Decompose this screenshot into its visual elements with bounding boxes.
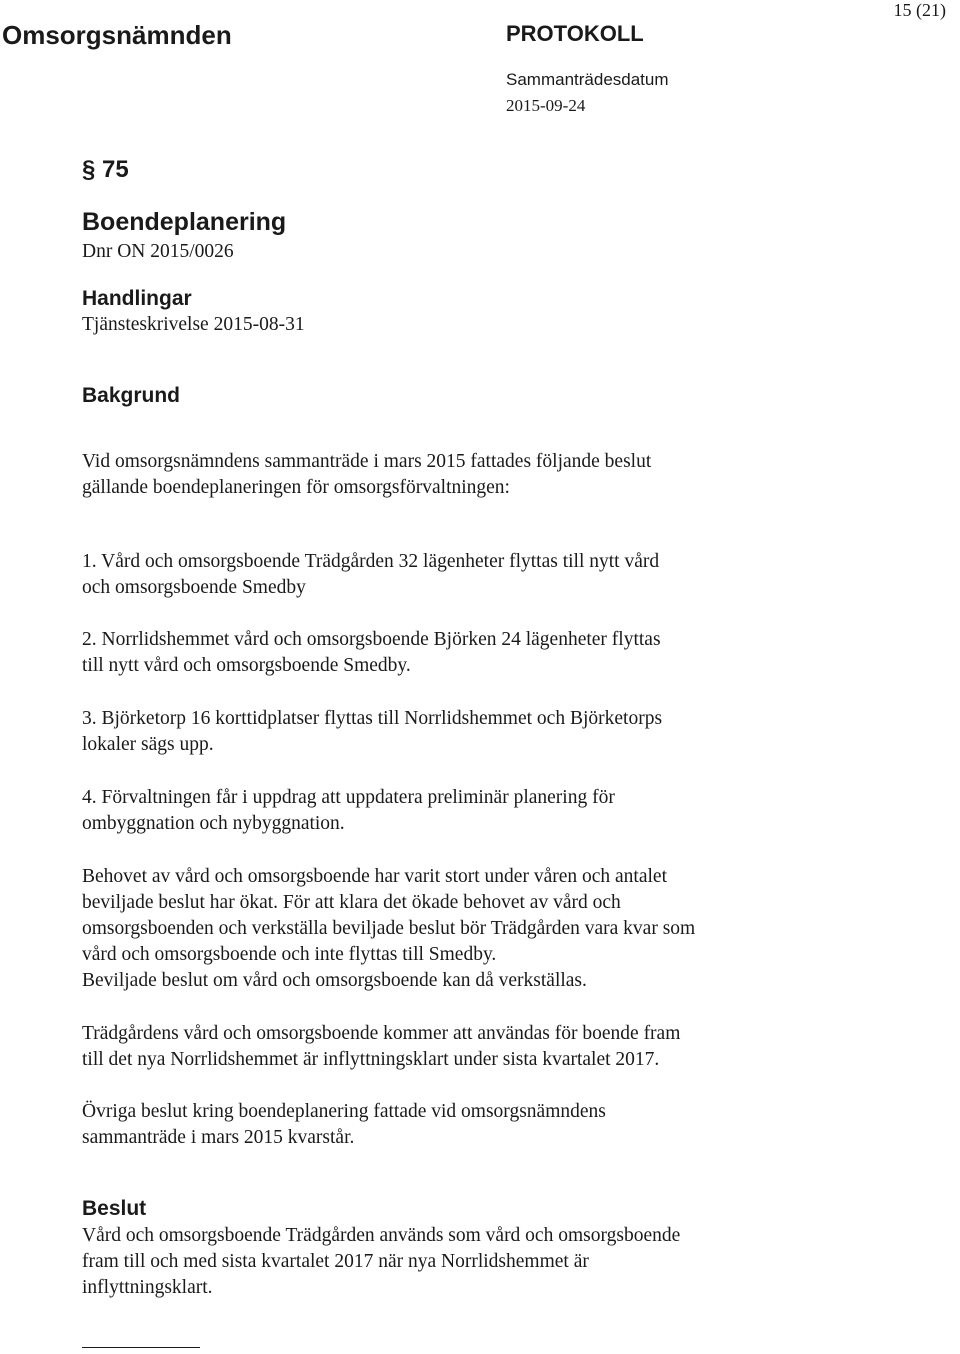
meeting-date: 2015-09-24 bbox=[506, 96, 586, 115]
list-item-line: 3. Björketorp 16 korttidplatser flyttas till Norrlidshemmet och Björketorps bbox=[82, 708, 663, 729]
section-title: Boendeplanering bbox=[82, 208, 287, 236]
signature-line bbox=[82, 1347, 200, 1348]
list-item-line: lokaler sägs upp. bbox=[82, 734, 214, 755]
list-item-4 bbox=[82, 785, 782, 837]
meeting-date-label: Sammanträdesdatum bbox=[506, 70, 669, 89]
diary-number: Dnr ON 2015/0026 bbox=[82, 241, 234, 262]
handlingar-heading: Handlingar bbox=[82, 287, 192, 310]
list-item-2 bbox=[82, 627, 782, 679]
intro-line: Vid omsorgsnämndens sammanträde i mars 2015 fattades följande beslut bbox=[82, 451, 652, 472]
beslut-text bbox=[82, 1223, 782, 1301]
section-number: § 75 bbox=[82, 156, 129, 183]
beslut-heading: Beslut bbox=[82, 1197, 147, 1220]
paragraph-line: Behovet av vård och omsorgsboende har varit stort under våren och antalet bbox=[82, 866, 667, 887]
handlingar-text: Tjänsteskrivelse 2015-08-31 bbox=[82, 314, 305, 335]
list-item-3 bbox=[82, 706, 782, 758]
list-item-line: till nytt vård och omsorgsboende Smedby. bbox=[82, 655, 411, 676]
page-number: 15 (21) bbox=[893, 0, 946, 20]
document-type: PROTOKOLL bbox=[506, 21, 644, 46]
bakgrund-paragraph-2 bbox=[82, 1021, 782, 1073]
paragraph-line: vård och omsorgsboende och inte flyttas till Smedby. bbox=[82, 944, 497, 965]
paragraph-line: beviljade beslut har ökat. För att klara det ökade behovet av vård och bbox=[82, 892, 621, 913]
paragraph-line: Beviljade beslut om vård och omsorgsboende kan då verkställas. bbox=[82, 970, 587, 991]
list-item-line: 1. Vård och omsorgsboende Trädgården 32 lägenheter flyttas till nytt vård bbox=[82, 551, 660, 572]
decision-line: inflyttningsklart. bbox=[82, 1277, 213, 1298]
paragraph-line: omsorgsboenden och verkställa beviljade beslut bör Trädgården vara kvar som bbox=[82, 918, 696, 939]
list-item-line: ombyggnation och nybyggnation. bbox=[82, 813, 345, 834]
list-item-line: 4. Förvaltningen får i uppdrag att uppdatera preliminär planering för bbox=[82, 787, 615, 808]
paragraph-line: till det nya Norrlidshemmet är inflyttningsklart under sista kvartalet 2017. bbox=[82, 1049, 660, 1070]
list-item-line: 2. Norrlidshemmet vård och omsorgsboende Björken 24 lägenheter flyttas bbox=[82, 629, 661, 650]
bakgrund-paragraph-1 bbox=[82, 864, 782, 994]
decision-line: Vård och omsorgsboende Trädgården används som vård och omsorgsboende bbox=[82, 1225, 681, 1246]
organization-name: Omsorgsnämnden bbox=[2, 20, 232, 50]
bakgrund-paragraph-3 bbox=[82, 1099, 782, 1151]
bakgrund-heading: Bakgrund bbox=[82, 384, 181, 407]
decision-line: fram till och med sista kvartalet 2017 när nya Norrlidshemmet är bbox=[82, 1251, 589, 1272]
list-item-1 bbox=[82, 549, 782, 601]
list-item-line: och omsorgsboende Smedby bbox=[82, 577, 306, 598]
paragraph-line: Övriga beslut kring boendeplanering fattade vid omsorgsnämndens bbox=[82, 1101, 606, 1122]
paragraph-line: Trädgårdens vård och omsorgsboende kommer att användas för boende fram bbox=[82, 1023, 681, 1044]
bakgrund-intro bbox=[82, 449, 782, 501]
paragraph-line: sammanträde i mars 2015 kvarstår. bbox=[82, 1127, 355, 1148]
intro-line: gällande boendeplaneringen för omsorgsförvaltningen: bbox=[82, 477, 510, 498]
